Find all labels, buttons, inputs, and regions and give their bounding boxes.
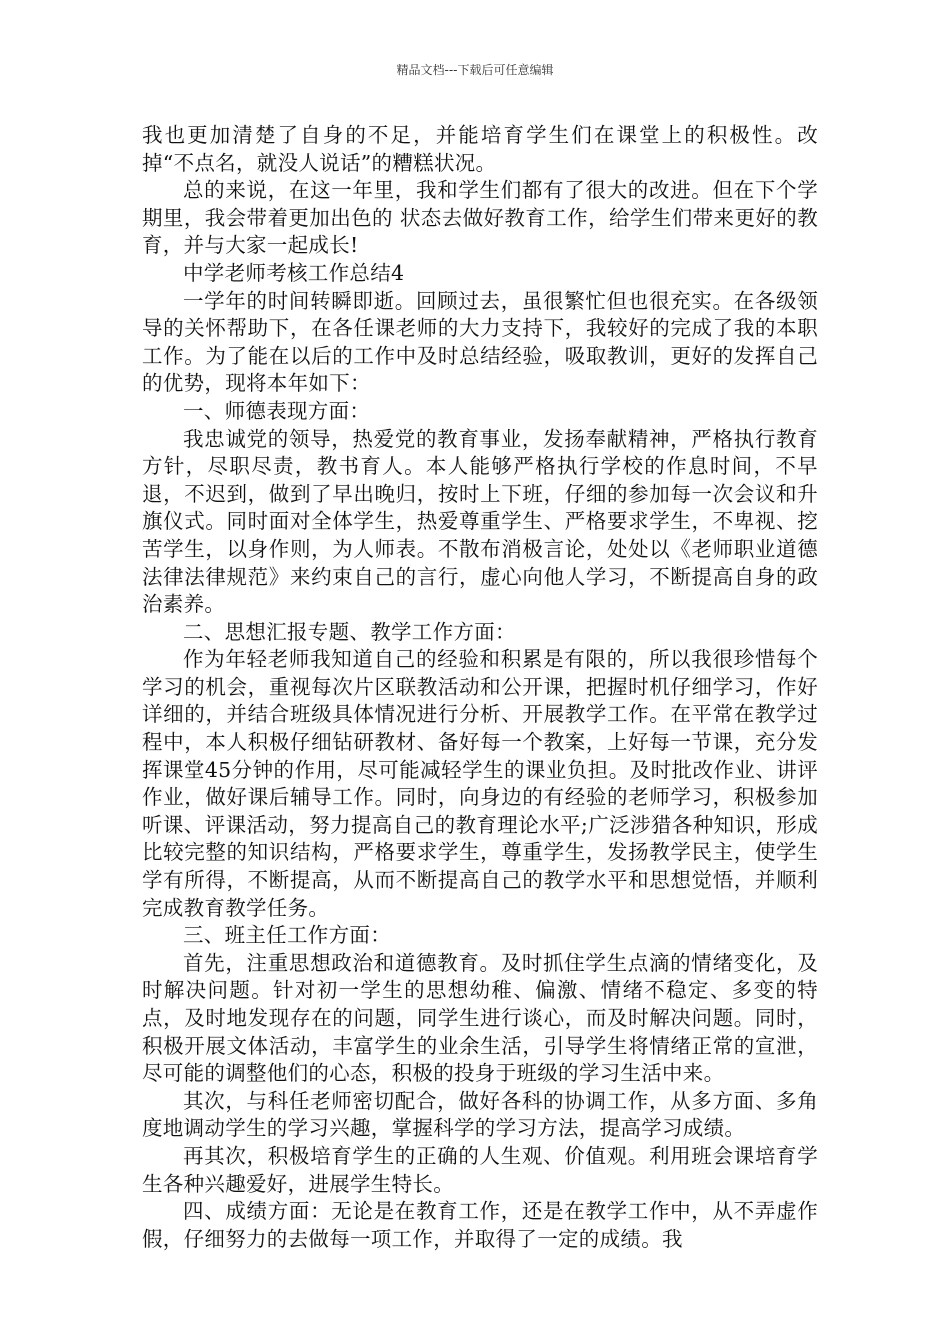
section-heading: 二、思想汇报专题、教学工作方面：	[183, 619, 516, 644]
section-heading: 一、师德表现方面：	[183, 398, 371, 423]
paragraph: 我忠诚党的领导，热爱党的教育事业，发扬奉献精神，严格执行教育方针，尽职尽责，教书育人。本人能够严格执行学校的作息时间，不早退，不迟到，做到了早出晚归，按时上下班，仔细的参加每一次会议和升旗仪式。同时面对全体学生，热爱尊重学生、严格要求学生，不卑视、挖苦学生，以身作则，为人师表。不散布消极言论，处处以《老师职业道德法律法律规范》来约束自己的言行，虚心向他人学习，不断提高自身的政治素养。	[142, 426, 818, 617]
paragraph: 首先，注重思想政治和道德教育。及时抓住学生点滴的情绪变化，及时解决问题。针对初一学生的思想幼稚、偏激、情绪不稳定、多变的特点，及时地发现存在的问题，同学生进行谈心，而及时解决问题。同时，积极开展文体活动，丰富学生的业余生活，引导学生将情绪正常的宣泄，尽可能的调整他们的心态，积极的投身于班级的学习生活中来。	[142, 950, 818, 1086]
page-header: 精品文档---下载后可任意编辑	[396, 63, 554, 77]
paragraph: 其次，与科任老师密切配合，做好各科的协调工作，从多方面、多角度地调动学生的学习兴趣，掌握科学的学习方法，提高学习成绩。	[142, 1088, 818, 1141]
section-title: 中学老师考核工作总结4	[183, 260, 405, 285]
paragraph: 再其次，积极培育学生的正确的人生观、价值观。利用班会课培育学生各种兴趣爱好，进展学生特长。	[142, 1143, 818, 1196]
paragraph: 总的来说，在这一年里，我和学生们都有了很大的改进。但在下个学期里，我会带着更加出色的 状态去做好教育工作，给学生们带来更好的教育，并与大家一起成长!	[142, 178, 818, 258]
paragraph: 一学年的时间转瞬即逝。回顾过去，虽很繁忙但也很充实。在各级领导的关怀帮助下，在各任课老师的大力支持下，我较好的完成了我的本职工作。为了能在以后的工作中及时总结经验，吸取教训，更好的发挥自己的优势，现将本年如下：	[142, 288, 818, 396]
paragraph: 我也更加清楚了自身的不足，并能培育学生们在课堂上的积极性。改掉“不点名，就没人说话”的糟糕状况。	[142, 123, 818, 175]
paragraph: 作为年轻老师我知道自己的经验和积累是有限的，所以我很珍惜每个学习的机会，重视每次片区联教活动和公开课，把握时机仔细学习，作好详细的，并结合班级具体情况进行分析、开展教学工作。在平常在教学过程中，本人积极仔细钻研教材、备好每一个教案，上好每一节课，充分发挥课堂45分钟的作用，尽可能减轻学生的课业负担。及时批改作业、讲评作业，做好课后辅导工作。同时，向身边的有经验的老师学习，积极参加听课、评课活动，努力提高自己的教育理论水平;广泛涉猎各种知识，形成比较完整的知识结构，严格要求学生，尊重学生，发扬教学民主，使学生学有所得，不断提高，从而不断提高自己的教学水平和思想觉悟，并顺利完成教育教学任务。	[142, 647, 818, 920]
section-heading: 三、班主任工作方面：	[183, 923, 391, 948]
paragraph: 四、成绩方面：无论是在教育工作，还是在教学工作中，从不弄虚作假，仔细努力的去做每一项工作，并取得了一定的成绩。我	[142, 1199, 818, 1251]
document-body	[142, 122, 818, 1253]
